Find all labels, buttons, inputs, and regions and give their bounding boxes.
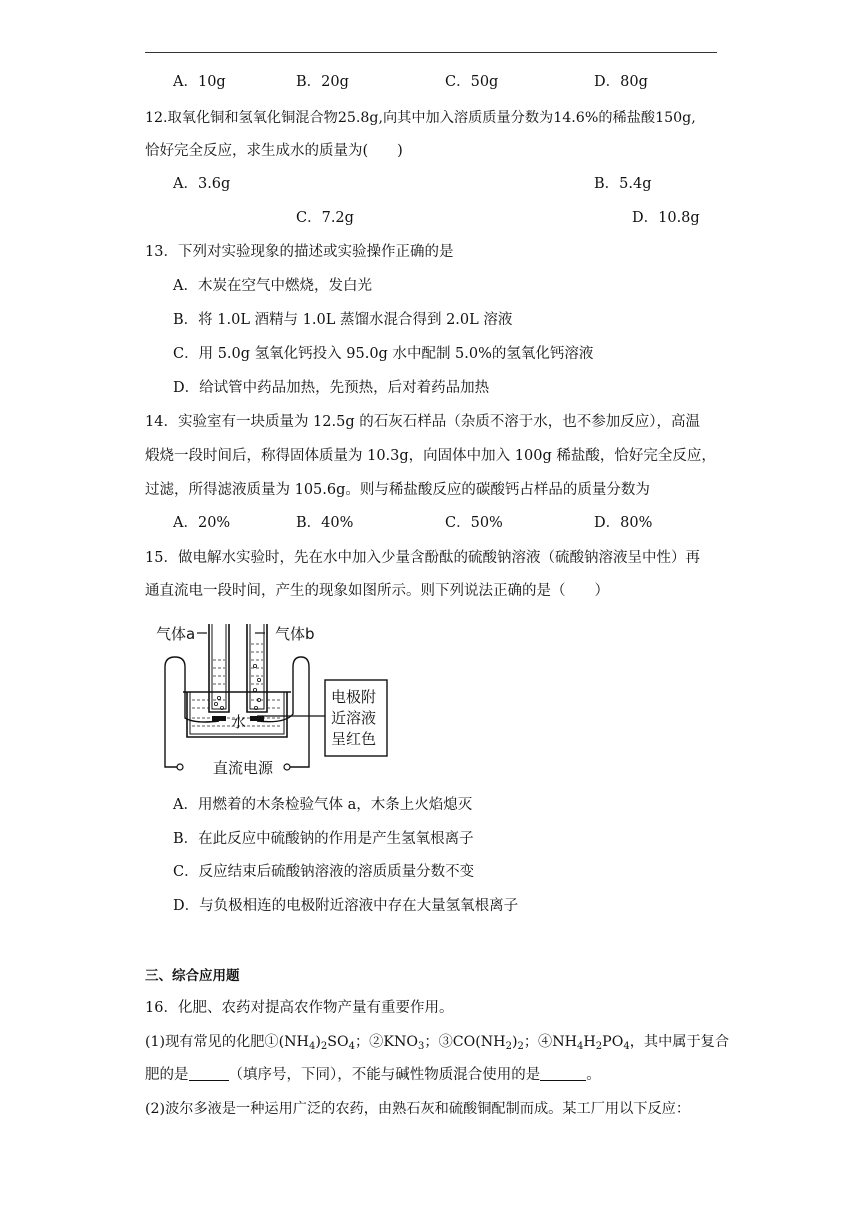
- q16-stem: 16．化肥、农药对提高农作物产量有重要作用。: [145, 1000, 454, 1016]
- header-rule: [145, 52, 717, 53]
- q13-option-b[interactable]: B．将 1.0L 酒精与 1.0L 蒸馏水混合得到 2.0L 溶液: [173, 312, 513, 328]
- q14-stem-line2: 煅烧一段时间后，称得固体质量为 10.3g，向固体中加入 100g 稀盐酸，恰好完全反应，: [145, 448, 716, 464]
- power-label: 直流电源: [213, 759, 274, 777]
- callout-line2: 近溶液: [331, 709, 377, 727]
- q14-option-b[interactable]: B．40%: [296, 515, 354, 531]
- gas-b-label: 气体b: [275, 625, 315, 643]
- q14-option-c[interactable]: C．50%: [445, 515, 503, 531]
- q15-stem-line2: 通直流电一段时间，产生的现象如图所示。则下列说法正确的是（ ）: [145, 583, 609, 599]
- q12-option-b[interactable]: B．5.4g: [594, 176, 652, 192]
- q13-option-d[interactable]: D．给试管中药品加热，先预热，后对着药品加热: [173, 380, 490, 396]
- q14-option-d[interactable]: D．80%: [594, 515, 653, 531]
- q14-stem-line3: 过滤，所得滤液质量为 105.6g。则与稀盐酸反应的碳酸钙占样品的质量分数为: [145, 482, 650, 498]
- electrode-a: [212, 716, 226, 721]
- q14-option-a[interactable]: A．20%: [173, 515, 231, 531]
- q14-stem-line1: 14．实验室有一块质量为 12.5g 的石灰石样品（杂质不溶于水，也不参加反应），高温: [145, 414, 700, 430]
- q15-option-d[interactable]: D．与负极相连的电极附近溶液中存在大量氢氧根离子: [173, 898, 519, 914]
- q12-option-c[interactable]: C．7.2g: [296, 210, 354, 226]
- section-title: 三、综合应用题: [145, 968, 240, 984]
- electrode-b: [250, 716, 264, 721]
- callout-line1: 电极附: [331, 688, 377, 706]
- water-label: 水: [231, 713, 247, 731]
- q15-option-a[interactable]: A．用燃着的木条检验气体 a，木条上火焰熄灭: [173, 797, 473, 813]
- q13-option-c[interactable]: C．用 5.0g 氢氧化钙投入 95.0g 水中配制 5.0%的氢氧化钙溶液: [173, 346, 594, 362]
- q12-option-a[interactable]: A．3.6g: [173, 176, 231, 192]
- q12-stem-line2: 恰好完全反应，求生成水的质量为( ): [145, 143, 403, 159]
- q16-part1-line1: (1)现有常见的化肥$①(NH_4)_2SO_4$；$②KNO_3$；$③CO(NH_2)_2$；$④NH_4H_2PO_4$，其中属于复合: [145, 1034, 730, 1052]
- callout-line3: 呈红色: [331, 730, 377, 748]
- q11-option-c[interactable]: C．50g: [445, 74, 499, 90]
- q12-stem-line1: 12.取氧化铜和氢氧化铜混合物25.8g,向其中加入溶质质量分数为14.6%的稀盐酸150g,: [145, 110, 696, 126]
- q12-option-d[interactable]: D．10.8g: [632, 210, 700, 226]
- gas-a-label: 气体a: [156, 625, 196, 643]
- q11-option-b[interactable]: B．20g: [296, 74, 349, 90]
- q15-stem-line1: 15．做电解水实验时，先在水中加入少量含酚酞的硫酸钠溶液（硫酸钠溶液呈中性）再: [145, 550, 700, 566]
- q13-option-a[interactable]: A．木炭在空气中燃烧，发白光: [173, 278, 372, 294]
- q13-stem: 13．下列对实验现象的描述或实验操作正确的是: [145, 244, 454, 260]
- answer-blank-2[interactable]: [540, 1066, 586, 1081]
- q16-part2: (2)波尔多液是一种运用广泛的农药，由熟石灰和硫酸铜配制而成。某工厂用以下反应：: [145, 1101, 691, 1117]
- q16-part1-line2: 肥的是 （填序号，下同），不能与碱性物质混合使用的是 。: [145, 1067, 601, 1083]
- q11-option-a[interactable]: A．10g: [173, 74, 226, 90]
- q15-option-b[interactable]: B．在此反应中硫酸钠的作用是产生氢氧根离子: [173, 831, 474, 847]
- electrolysis-diagram: [155, 622, 395, 782]
- q11-option-d[interactable]: D．80g: [594, 74, 648, 90]
- answer-blank-1[interactable]: [189, 1066, 229, 1081]
- q15-option-c[interactable]: C．反应结束后硫酸钠溶液的溶质质量分数不变: [173, 864, 475, 880]
